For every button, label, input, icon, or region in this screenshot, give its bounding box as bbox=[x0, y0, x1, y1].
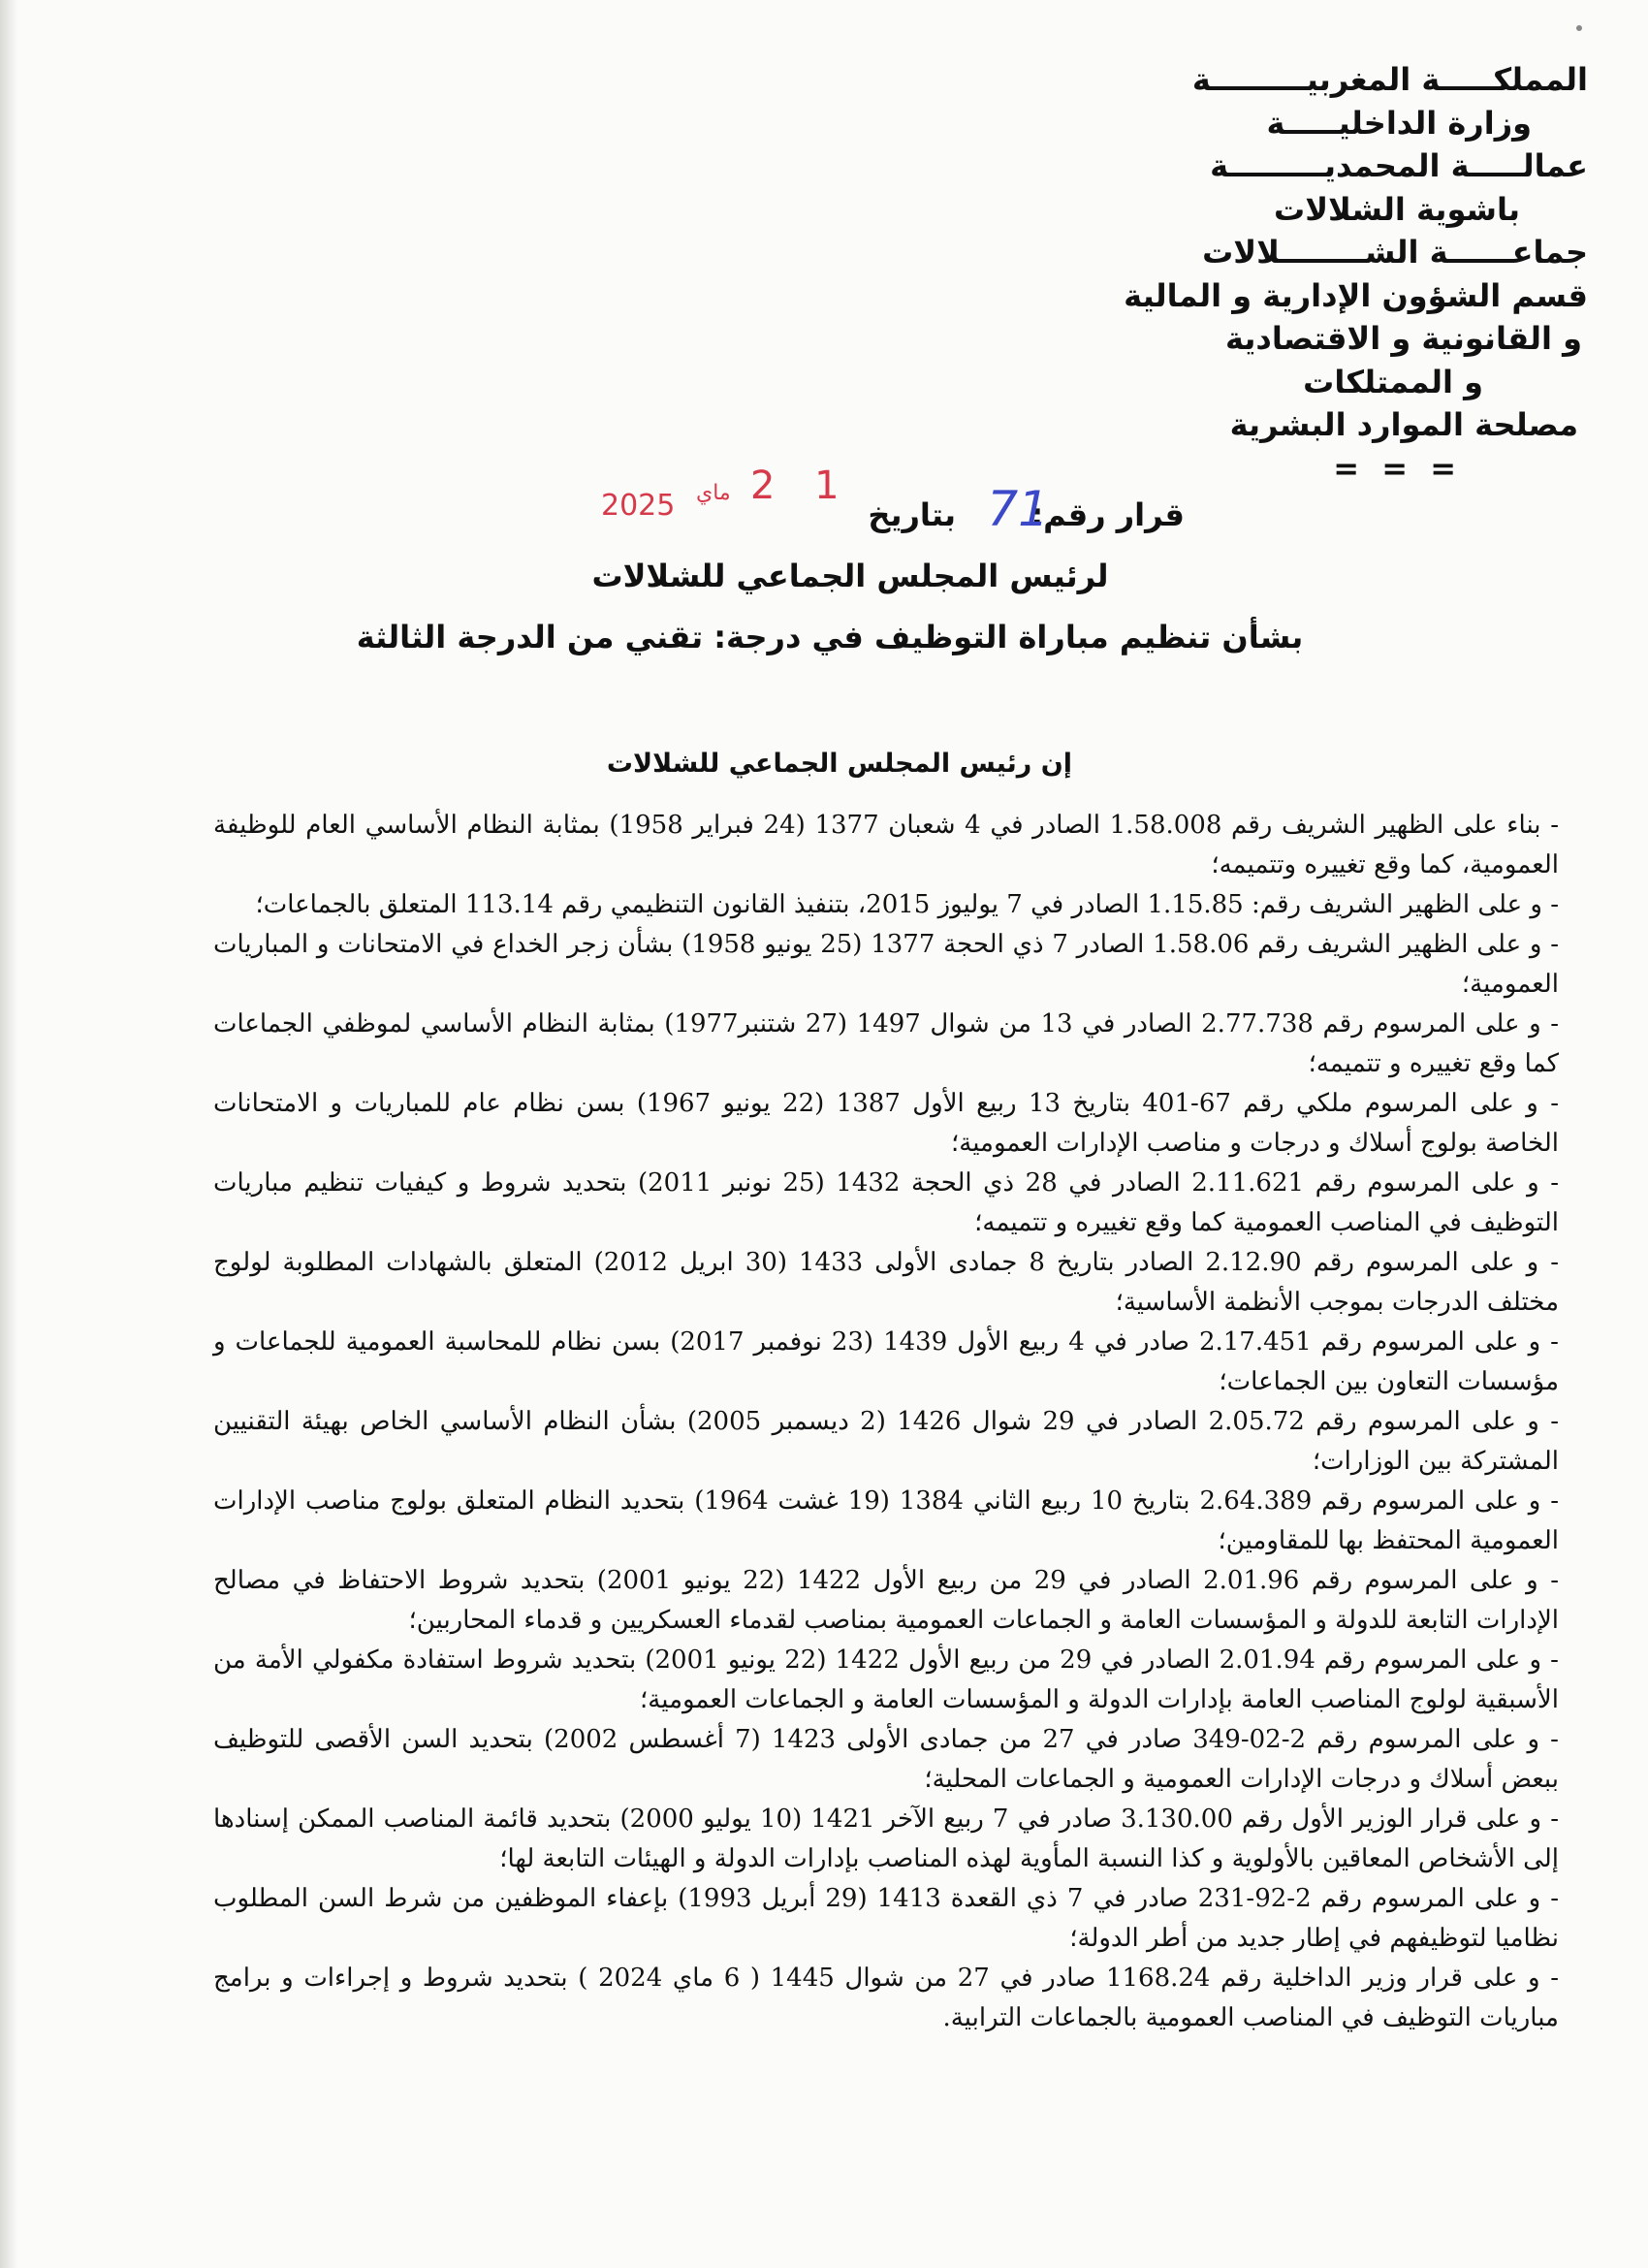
decision-number-handwritten: 71 bbox=[987, 481, 1049, 537]
letterhead-kingdom: المملكـــــة المغربيـــــــــة bbox=[1191, 61, 1588, 98]
scan-speck bbox=[1576, 25, 1582, 31]
title-subject: بشأن تنظيم مباراة التوظيف في درجة: تقني من الدرجة الثالثة bbox=[356, 619, 1304, 655]
reference-paragraph: - و على المرسوم رقم 2.77.738 الصادر في 13 من شوال 1497 (27 شتنبر1977) بمثابة النظام الأساسي لموظفي الجماعات كما وقع تغييره و تتميمه؛ bbox=[213, 1009, 1559, 1078]
preamble-intro: إن رئيس المجلس الجماعي للشلالات bbox=[606, 749, 1073, 779]
reference-paragraph: - و على المرسوم رقم 2.64.389 بتاريخ 10 ربيع الثاني 1384 (19 غشت 1964) بتحديد النظام المتعلق بولوج مناصب الإدارات العمومية المحتفظ بها للمقاومين؛ bbox=[213, 1486, 1559, 1555]
decision-date-label: بتاريخ bbox=[868, 496, 956, 533]
reference-paragraph: - و على المرسوم رقم 2-92-231 صادر في 7 ذي القعدة 1413 (29 أبريل 1993) بإعفاء الموظفين من شرط السن المطلوب نظاميا لتوظيفهم في إطار جديد من أطر الدولة؛ bbox=[213, 1884, 1559, 1953]
letterhead-pashalik: باشوية الشلالات bbox=[1274, 190, 1520, 228]
title-issuer: لرئيس المجلس الجماعي للشلالات bbox=[591, 558, 1109, 594]
date-stamp-year: 2025 bbox=[601, 489, 676, 523]
reference-paragraph: - بناء على الظهير الشريف رقم 1.58.008 الصادر في 4 شعبان 1377 (24 فبراير 1958) بمثابة النظام الأساسي العام للوظيفة العمومية، كما وقع تغييره وتتميمه؛ bbox=[213, 811, 1559, 879]
reference-paragraph: - و على قرار وزير الداخلية رقم 1168.24 صادر في 27 من شوال 1445 ( 6 ماي 2024 ) بتحديد شروط و إجراءات و برامج مباريات التوظيف في المناصب العمومية بالجماعات الترابية. bbox=[213, 1964, 1559, 2032]
date-stamp-day: 1 2 bbox=[750, 463, 853, 508]
decision-number-label: قرار رقم: bbox=[1030, 496, 1185, 533]
letterhead-service: مصلحة الموارد البشرية bbox=[1229, 406, 1578, 443]
letterhead-commune: جماعــــــة الشــــــــلالات bbox=[1202, 234, 1588, 271]
date-stamp-month: ماي bbox=[696, 481, 731, 505]
letterhead-prefecture: عمالـــــة المحمديـــــــــة bbox=[1210, 147, 1588, 184]
reference-paragraph: - و على المرسوم رقم 2.05.72 الصادر في 29 شوال 1426 (2 ديسمبر 2005) بشأن النظام الأساسي الخاص بهيئة التقنيين المشتركة بين الوزارات؛ bbox=[213, 1407, 1559, 1476]
reference-paragraph: - و على الظهير الشريف رقم 1.58.06 الصادر 7 ذي الحجة 1377 (25 يونيو 1958) بشأن زجر الخداع في الامتحانات و المباريات العمومية؛ bbox=[213, 930, 1559, 999]
reference-paragraph: - و على المرسوم رقم 2.12.90 الصادر بتاريخ 8 جمادى الأولى 1433 (30 ابريل 2012) المتعلق بالشهادات المطلوبة لولوج مختلف الدرجات بموجب الأنظمة الأساسية؛ bbox=[213, 1248, 1559, 1317]
reference-paragraph: - و على المرسوم رقم 2.01.94 الصادر في 29 من ربيع الأول 1422 (22 يونيو 2001) بتحديد شروط استفادة مكفولي الأمة من الأسبقية لولوج المناصب العامة بإدارات الدولة و المؤسسات العامة و الجماعات العمومية؛ bbox=[213, 1645, 1559, 1714]
scan-edge-shadow bbox=[0, 0, 17, 2268]
reference-paragraph: - و على المرسوم رقم 2.01.96 الصادر في 29 من ربيع الأول 1422 (22 يونيو 2001) بتحديد شروط الاحتفاظ في مصالح الإدارات التابعة للدولة و المؤسسات العامة و الجماعات العمومية بمناصب لقدماء العسكريين و قدماء المحاربين؛ bbox=[213, 1566, 1559, 1635]
letterhead-ministry: وزارة الداخليـــــة bbox=[1266, 104, 1532, 142]
reference-paragraph: - و على المرسوم ملكي رقم 67-401 بتاريخ 13 ربيع الأول 1387 (22 يونيو 1967) بسن نظام عام للمباريات و الامتحانات الخاصة بولوج أسلاك و درجات و مناصب الإدارات العمومية؛ bbox=[213, 1089, 1559, 1158]
letterhead-division: قسم الشؤون الإدارية و المالية bbox=[1124, 276, 1588, 314]
letterhead bbox=[1124, 58, 1588, 490]
reference-paragraph: - و على المرسوم رقم 2-02-349 صادر في 27 من جمادى الأولى 1423 (7 أغسطس 2002) بتحديد السن الأقصى للتوظيف ببعض أسلاك و درجات الإدارات العمومية و الجماعات المحلية؛ bbox=[213, 1725, 1559, 1794]
reference-paragraph: - و على قرار الوزير الأول رقم 3.130.00 صادر في 7 ربيع الآخر 1421 (10 يوليو 2000) بتحديد قائمة المناصب الممكن إسنادها إلى الأشخاص المعاقين بالأولوية و كذا النسبة المأوية لهذه المناصب بإدارات الدولة و الهيئات التابعة لها؛ bbox=[213, 1805, 1559, 1873]
letterhead-division-cont: و القانونية و الاقتصادية bbox=[1225, 320, 1582, 357]
letterhead-division-cont2: و الممتلكات bbox=[1303, 363, 1483, 400]
legal-references bbox=[213, 806, 1559, 2038]
letterhead-separator: = = = bbox=[1333, 449, 1462, 487]
reference-paragraph: - و على المرسوم رقم 2.17.451 صادر في 4 ربيع الأول 1439 (23 نوفمبر 2017) بسن نظام للمحاسبة العمومية للجماعات و مؤسسات التعاون بين الجماعات؛ bbox=[213, 1327, 1559, 1396]
reference-paragraph: - و على المرسوم رقم 2.11.621 الصادر في 28 ذي الحجة 1432 (25 نونبر 2011) بتحديد شروط و كيفيات تنظيم مباريات التوظيف في المناصب العمومية كما وقع تغييره و تتميمه؛ bbox=[213, 1168, 1559, 1237]
reference-paragraph: - و على الظهير الشريف رقم: 1.15.85 الصادر في 7 يوليوز 2015، بتنفيذ القانون التنظيمي رقم 113.14 المتعلق بالجماعات؛ bbox=[255, 890, 1559, 919]
